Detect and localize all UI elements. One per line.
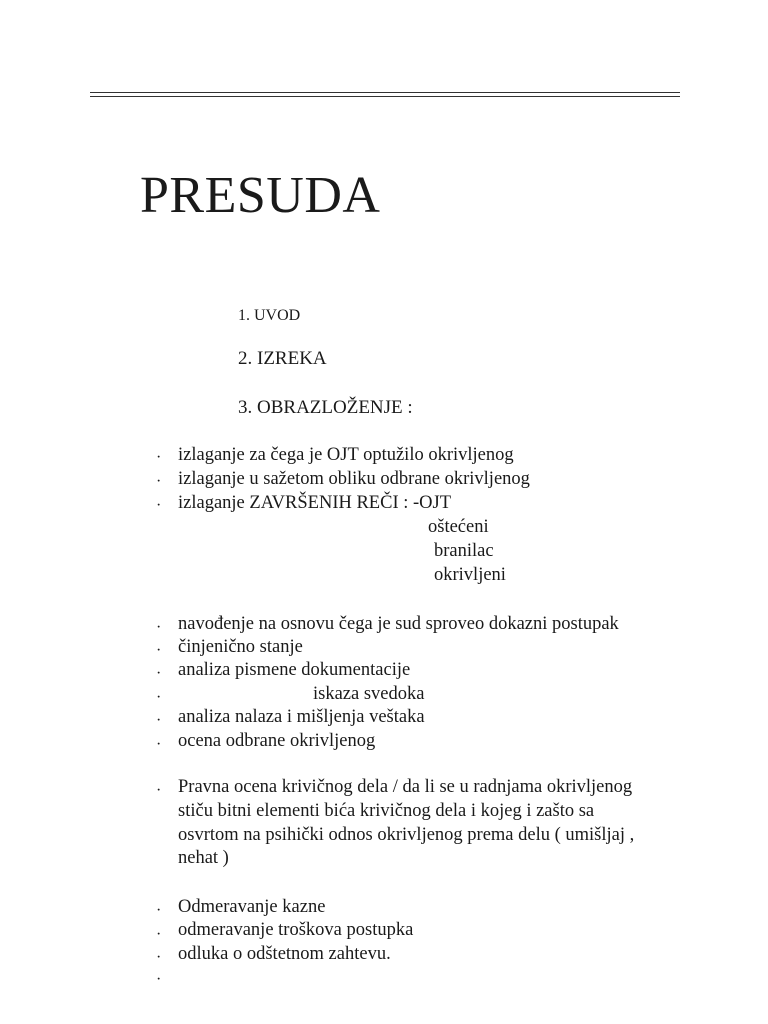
section-izreka: 2. IZREKA	[238, 348, 327, 369]
document-title: PRESUDA	[140, 167, 381, 224]
top-rule	[90, 92, 680, 93]
bullet-icon: ·	[156, 712, 162, 729]
bullet-icon: ·	[156, 736, 162, 753]
section-uvod: 1. UVOD	[238, 307, 301, 324]
bullet-icon: ·	[156, 473, 162, 490]
bullet-icon: ·	[156, 642, 162, 659]
bullet-icon: ·	[156, 449, 162, 466]
bullet-icon: ·	[156, 902, 162, 919]
bullet-icon: ·	[156, 926, 162, 943]
list-item: odmeravanje troškova postupka	[178, 920, 414, 940]
list-item: ocena odbrane okrivljenog	[178, 731, 376, 751]
bullet-icon: ·	[156, 971, 162, 988]
list-item: analiza pismene dokumentacije	[178, 660, 411, 680]
paragraph-line: stiču bitni elementi bića krivičnog dela i kojeg i zašto sa	[178, 801, 595, 821]
list-item: Odmeravanje kazne	[178, 897, 326, 917]
paragraph-line: osvrtom na psihički odnos okrivljenog prema delu ( umišljaj ,	[178, 825, 635, 845]
closing-party: okrivljeni	[434, 565, 506, 585]
paragraph-line: Pravna ocena krivičnog dela / da li se u radnjama okrivljenog	[178, 777, 633, 797]
bullet-icon: ·	[156, 665, 162, 682]
bullet-icon: ·	[156, 497, 162, 514]
list-item: analiza nalaza i mišljenja veštaka	[178, 707, 425, 727]
list-item: izlaganje u sažetom obliku odbrane okrivljenog	[178, 469, 530, 489]
list-item: odluka o odštetnom zahtevu.	[178, 944, 391, 964]
list-item: izlaganje ZAVRŠENIH REČI : -OJT	[178, 493, 452, 513]
list-item: činjenično stanje	[178, 637, 303, 657]
top-rule-second	[90, 96, 680, 97]
closing-party: branilac	[434, 541, 494, 561]
bullet-icon: ·	[156, 949, 162, 966]
list-item: iskaza svedoka	[313, 684, 425, 704]
bullet-icon: ·	[156, 689, 162, 706]
bullet-icon: ·	[156, 782, 162, 799]
list-item: navođenje na osnovu čega je sud sproveo dokazni postupak	[178, 614, 619, 634]
section-obrazlozenje: 3. OBRAZLOŽENJE :	[238, 397, 413, 418]
list-item: izlaganje za čega je OJT optužilo okrivljenog	[178, 445, 514, 465]
closing-party: oštećeni	[428, 517, 489, 537]
paragraph-line: nehat )	[178, 848, 229, 868]
bullet-icon: ·	[156, 619, 162, 636]
